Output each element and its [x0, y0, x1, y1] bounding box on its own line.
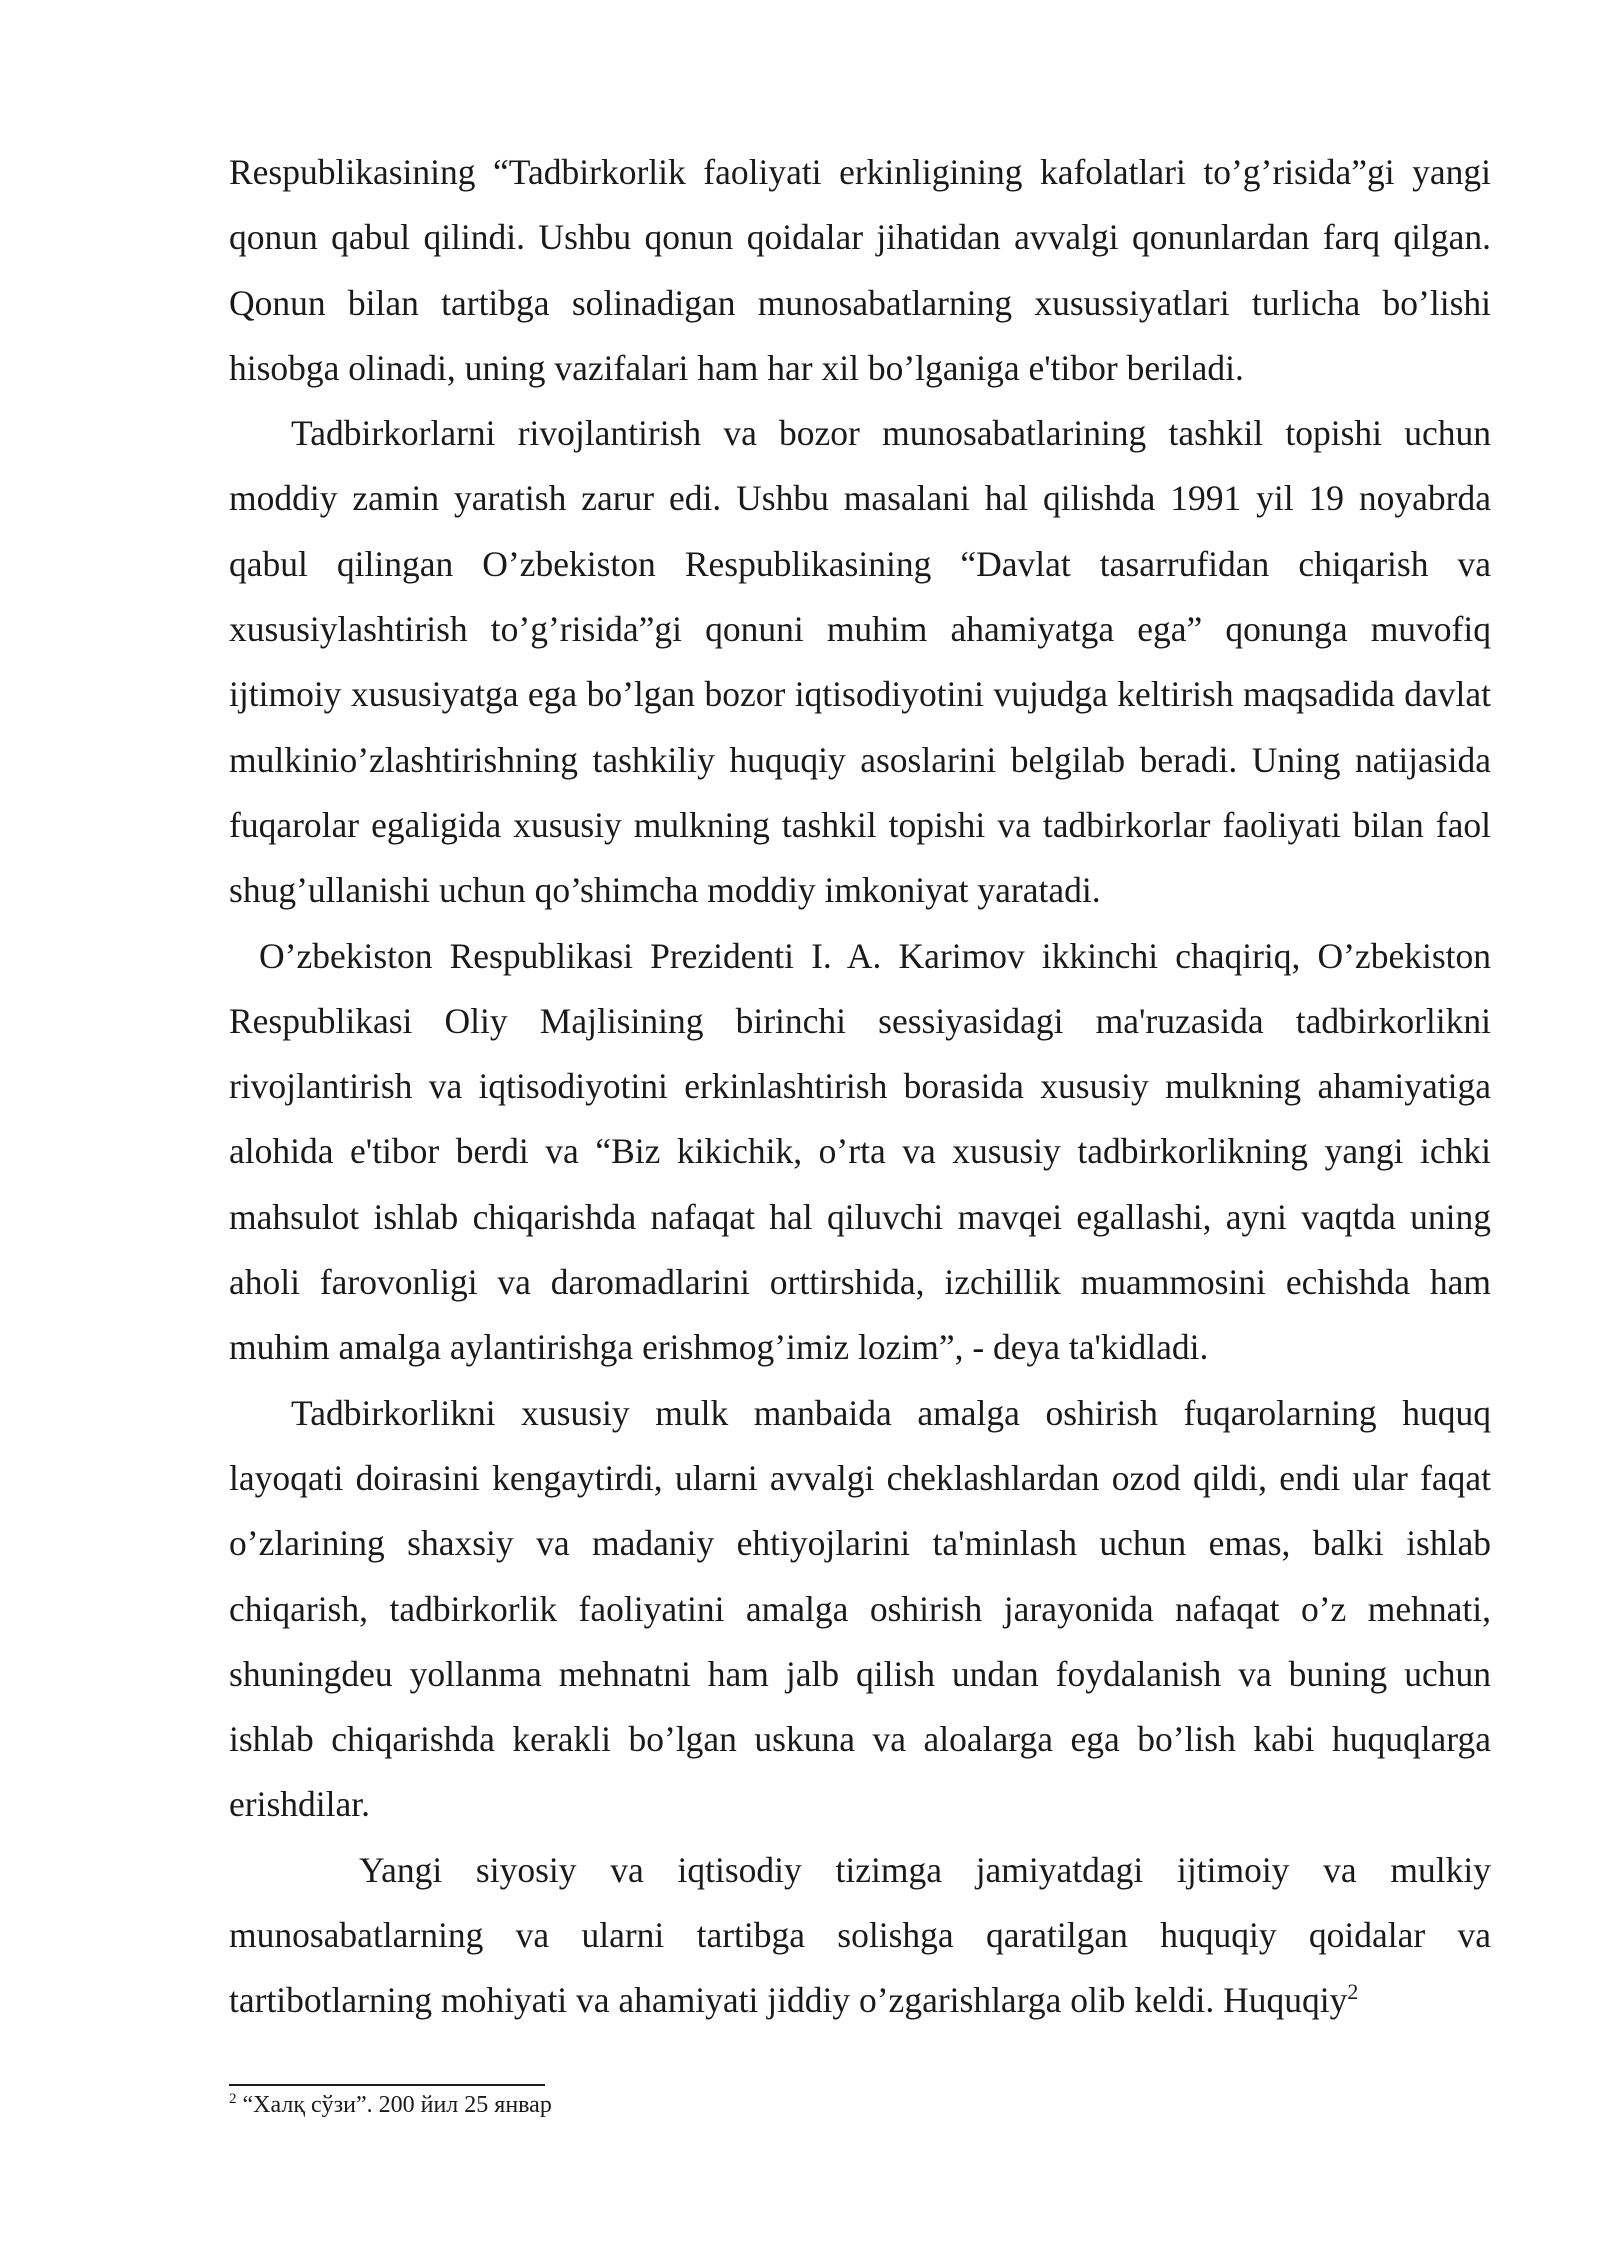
paragraph-4	[229, 1381, 1491, 1838]
footnote-separator	[229, 2084, 545, 2086]
paragraph-5	[229, 1838, 1491, 2034]
footnote	[229, 2088, 1491, 2122]
paragraph-3	[229, 924, 1491, 1381]
paragraph-1	[229, 140, 1491, 401]
footnote-text: “Халқ сўзи”. 200 йил 25 январ	[242, 2092, 552, 2118]
footnote-number: 2	[229, 2091, 237, 2107]
document-body	[229, 140, 1491, 2034]
paragraph-1-text: Respublikasining “Tadbirkorlik faoliyati erkinligining kafolatlari to’g’risida”gi yangi qonun qabul qilindi. Ushbu qonun qoidalar jihatidan avvalgi qonunlardan farq qilgan. Qonun bilan tartibga solinadigan munosabatlarning xusussiyatlari turlicha bo’lishi hisobga olinadi, uning vazifalari ham har xil bo’lganiga e'tibor beriladi.	[229, 152, 1491, 388]
paragraph-3-text: O’zbekiston Respublikasi Prezidenti I. A. Karimov ikkinchi chaqiriq, O’zbekiston Respublikasi Oliy Majlisining birinchi sessiyasidagi ma'ruzasida tadbirkorlikni rivojlantirish va iqtisodiyotini erkinlashtirish borasida xususiy mulkning ahamiyatiga alohida e'tibor berdi va “Biz kikichik, o’rta va xususiy tadbirkorlikning yangi ichki mahsulot ishlab chiqarishda nafaqat hal qiluvchi mavqei egallashi, ayni vaqtda uning aholi farovonligi va daromadlarini orttirshida, izchillik muammosini echishda ham muhim amalga aylantirishga erishmog’imiz lozim”, - deya ta'kidladi.	[229, 935, 1491, 1368]
footnote-reference[interactable]: 2	[1347, 1979, 1359, 2005]
paragraph-4-text: Tadbirkorlikni xususiy mulk manbaida amalga oshirish fuqarolarning huquq layoqati doirasini kengaytirdi, ularni avvalgi cheklashlardan ozod qildi, endi ular faqat o’zlarining shaxsiy va madaniy ehtiyojlarini ta'minlash uchun emas, balki ishlab chiqarish, tadbirkorlik faoliyatini amalga oshirish jarayonida nafaqat o’z mehnati, shuningdeu yollanma mehnatni ham jalb qilish undan foydalanish va buning uchun ishlab chiqarishda kerakli bo’lgan uskuna va aloalarga ega bo’lish kabi huquqlarga erishdilar.	[229, 1392, 1491, 1825]
paragraph-2	[229, 401, 1491, 923]
paragraph-2-text: Tadbirkorlarni rivojlantirish va bozor munosabatlarining tashkil topishi uchun moddiy zamin yaratish zarur edi. Ushbu masalani hal qilishda 1991 yil 19 noyabrda qabul qilingan O’zbekiston Respublikasining “Davlat tasarrufidan chiqarish va xususiylashtirish to’g’risida”gi qonuni muhim ahamiyatga ega” qonunga muvofiq ijtimoiy xususiyatga ega bo’lgan bozor iqtisodiyotini vujudga keltirish maqsadida davlat mulkinio’zlashtirishning tashkiliy huquqiy asoslarini belgilab beradi. Uning natijasida fuqarolar egaligida xususiy mulkning tashkil topishi va tadbirkorlar faoliyati bilan faol shug’ullanishi uchun qo’shimcha moddiy imkoniyat yaratadi.	[229, 413, 1491, 911]
paragraph-5-text: Yangi siyosiy va iqtisodiy tizimga jamiyatdagi ijtimoiy va mulkiy munosabatlarning va ularni tartibga solishga qaratilgan huquqiy qoidalar va tartibotlarning mohiyati va ahamiyati jiddiy o’zgarishlarga olib keldi. Huquqiy	[229, 1849, 1491, 2021]
